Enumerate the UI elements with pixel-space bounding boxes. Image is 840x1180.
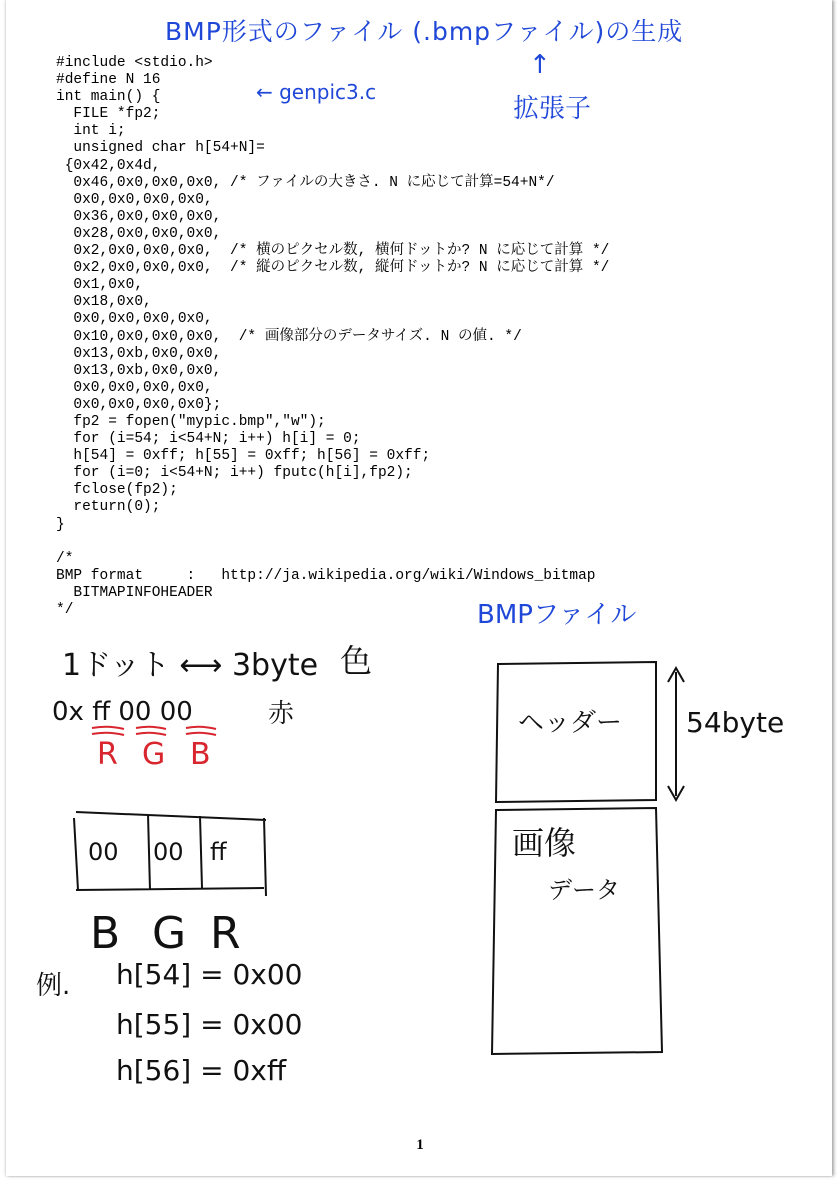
code-line: fp2 = fopen("mypic.bmp","w"); [56,413,326,430]
code-line: FILE *fp2; [56,106,161,123]
code-line: 0x2,0x0,0x0,0x0, /* 横のピクセル数, 横何ドットか? N に応じて計算 */ [56,243,610,260]
handwritten-bmp-file-label: BMPファイル [477,600,637,630]
code-line: 0x18,0x0, [56,294,152,311]
bgr-letter-b: B [90,908,121,959]
code-line: for (i=54; i<54+N; i++) h[i] = 0; [56,431,361,448]
arrow-up-icon: ↑ [529,50,551,80]
code-line: #define N 16 [56,72,161,89]
handwritten-red-word: 赤 [268,699,295,729]
data-block-label: データ [548,876,620,904]
code-line: 0x2,0x0,0x0,0x0, /* 縦のピクセル数, 縦何ドットか? N に応じて計算 */ [56,260,610,277]
code-line: BITMAPINFOHEADER [56,584,213,601]
code-line: {0x42,0x4d, [56,157,161,174]
code-line: /* [56,550,74,567]
code-line: fclose(fp2); [56,482,178,499]
code-line: 0x13,0xb,0x0,0x0, [56,362,222,379]
example-line: h[54] = 0x00 [116,958,303,991]
code-line: h[54] = 0xff; h[55] = 0xff; h[56] = 0xff; [56,448,431,465]
code-line: 0x1,0x0, [56,277,144,294]
code-line: 0x46,0x0,0x0,0x0, /* ファイルの大きさ. N に応じて計算=54+N*/ [56,174,555,191]
code-line: 0x13,0xb,0x0,0x0, [56,345,222,362]
image-block-label: 画像 [512,824,577,862]
code-line: 0x28,0x0,0x0,0x0, [56,225,222,242]
handwritten-title: BMP形式のファイル (.bmpファイル)の生成 [165,17,684,46]
code-line: int i; [56,123,126,140]
example-line: h[55] = 0x00 [116,1008,303,1041]
red-underline-b [186,727,216,735]
code-line: BMP format : http://ja.wikipedia.org/wiki/Windows_bitmap [56,567,596,584]
page-number: 1 [416,1137,424,1153]
handwritten-dot-bytes: 1ドット ⟷ 3byte [62,648,319,683]
byte-box [74,812,266,896]
red-underline-r [92,727,124,735]
code-line: 0x10,0x0,0x0,0x0, /* 画像部分のデータサイズ. N の値. */ [56,328,522,345]
rgb-letter-b: B [190,737,211,772]
code-line: int main() { [56,89,161,106]
byte-cell-3: ff [210,838,227,866]
code-line: 0x0,0x0,0x0,0x0, [56,311,213,328]
code-line: for (i=0; i<54+N; i++) fputc(h[i],fp2); [56,465,413,482]
handwritten-hex-sample: 0x ff 00 00 [52,697,193,727]
bgr-letter-g: G [152,908,187,959]
code-line: #include <stdio.h> [56,55,213,71]
rgb-letter-r: R [97,737,118,772]
example-line: h[56] = 0xff [116,1054,287,1087]
size-bracket [668,668,684,800]
handwritten-extension-label: 拡張子 [513,94,592,124]
image-data-block [492,808,662,1054]
code-line: } [56,516,65,533]
byte-cell-1: 00 [88,838,119,866]
header-size-label: 54byte [686,706,785,739]
handwritten-example-label: 例. [36,971,71,1001]
header-block-label: ヘッダー [518,708,623,738]
byte-cell-2: 00 [153,838,184,866]
code-line: return(0); [56,499,161,516]
bgr-letter-r: R [210,908,241,959]
red-underline-g [136,727,166,735]
code-line: 0x36,0x0,0x0,0x0, [56,208,222,225]
header-block [496,662,656,802]
rgb-letter-g: G [142,737,166,772]
code-line: unsigned char h[54+N]= [56,140,265,157]
handwritten-filename-note: ← genpic3.c [256,80,377,104]
code-line: */ [56,602,74,618]
code-line: 0x0,0x0,0x0,0x0, [56,191,213,208]
code-line: 0x0,0x0,0x0,0x0}; [56,396,222,413]
handwritten-color-label: 色 [340,642,373,680]
code-line: 0x0,0x0,0x0,0x0, [56,379,213,396]
